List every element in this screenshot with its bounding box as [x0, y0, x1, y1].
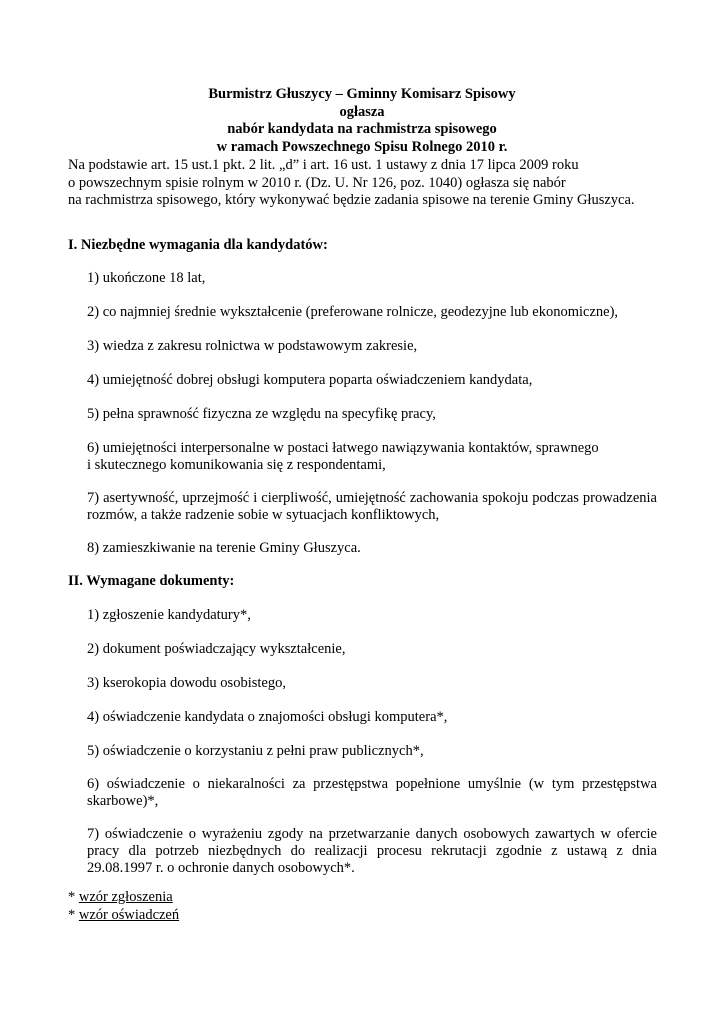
document-item: 2) dokument poświadczający wykształcenie, [87, 641, 346, 657]
heading-line-4: w ramach Powszechnego Spisu Rolnego 2010 r. [216, 138, 508, 155]
attachment-notes [68, 889, 179, 924]
document-item: 3) kserokopia dowodu osobistego, [87, 675, 286, 691]
intro-line-2: o powszechnym spisie rolnym w 2010 r. (Dz. U. Nr 126, poz. 1040) ogłasza się nabór [68, 174, 566, 191]
document-item: 1) zgłoszenie kandydatury*, [87, 607, 251, 623]
declarations-template-link[interactable]: wzór oświadczeń [78, 906, 180, 923]
requirement-item [87, 440, 657, 474]
requirement-item: 4) umiejętność dobrej obsługi komputera poparta oświadczeniem kandydata, [87, 372, 533, 388]
requirement-item-line-1: 6) umiejętności interpersonalne w postaci łatwego nawiązywania kontaktów, sprawnego [87, 440, 599, 456]
requirement-item: 5) pełna sprawność fizyczna ze względu na specyfikę pracy, [87, 406, 436, 422]
requirement-item-line-2: i skutecznego komunikowania się z respondentami, [87, 457, 386, 473]
announcement-heading [0, 86, 724, 156]
heading-line-1: Burmistrz Głuszycy – Gminny Komisarz Spisowy [208, 86, 516, 102]
attachment-note [68, 907, 179, 925]
requirement-item: 3) wiedza z zakresu rolnictwa w podstawowym zakresie, [87, 338, 418, 354]
section-documents-title: II. Wymagane dokumenty: [68, 573, 235, 589]
intro-line-3: na rachmistrza spisowego, który wykonywać będzie zadania spisowe na terenie Gminy Głuszyca. [68, 192, 635, 208]
requirement-item: 8) zamieszkiwanie na terenie Gminy Głuszyca. [87, 540, 361, 556]
requirement-item: 2) co najmniej średnie wykształcenie (preferowane rolnicze, geodezyjne lub ekonomiczne), [87, 304, 619, 320]
intro-line-1: Na podstawie art. 15 ust.1 pkt. 2 lit. „d” i art. 16 ust. 1 ustawy z dnia 17 lipca 2009 roku [68, 157, 579, 173]
document-item: 6) oświadczenie o niekaralności za przestępstwa popełnione umyślnie (w tym przestępstwa skarbowe)*, [87, 776, 657, 809]
requirement-item: 7) asertywność, uprzejmość i cierpliwość, umiejętność zachowania spokoju podczas prowadzenia rozmów, a także radzenie sobie w sytuacjach konfliktowych, [87, 490, 657, 523]
heading-line-3: nabór kandydata na rachmistrza spisowego [227, 121, 497, 137]
attachment-note [68, 889, 179, 907]
requirement-item: 1) ukończone 18 lat, [87, 270, 206, 286]
heading-line-2: ogłasza [339, 103, 385, 120]
application-template-link[interactable]: wzór zgłoszenia [78, 889, 173, 905]
document-item: 5) oświadczenie o korzystaniu z pełni praw publicznych*, [87, 743, 424, 759]
document-item: 7) oświadczenie o wyrażeniu zgody na przetwarzanie danych osobowych zawartych w ofercie pracy dla potrzeb niezbędnych do realizacji procesu rekrutacji zgodnie z ustawą z dnia 29.08.1997 r. o ochronie danych osobowych*. [87, 826, 657, 876]
intro-paragraph [68, 157, 668, 210]
section-requirements-title: I. Niezbędne wymagania dla kandydatów: [68, 237, 328, 253]
asterisk: * [68, 889, 79, 905]
asterisk: * [68, 906, 79, 923]
document-item: 4) oświadczenie kandydata o znajomości obsługi komputera*, [87, 709, 448, 725]
